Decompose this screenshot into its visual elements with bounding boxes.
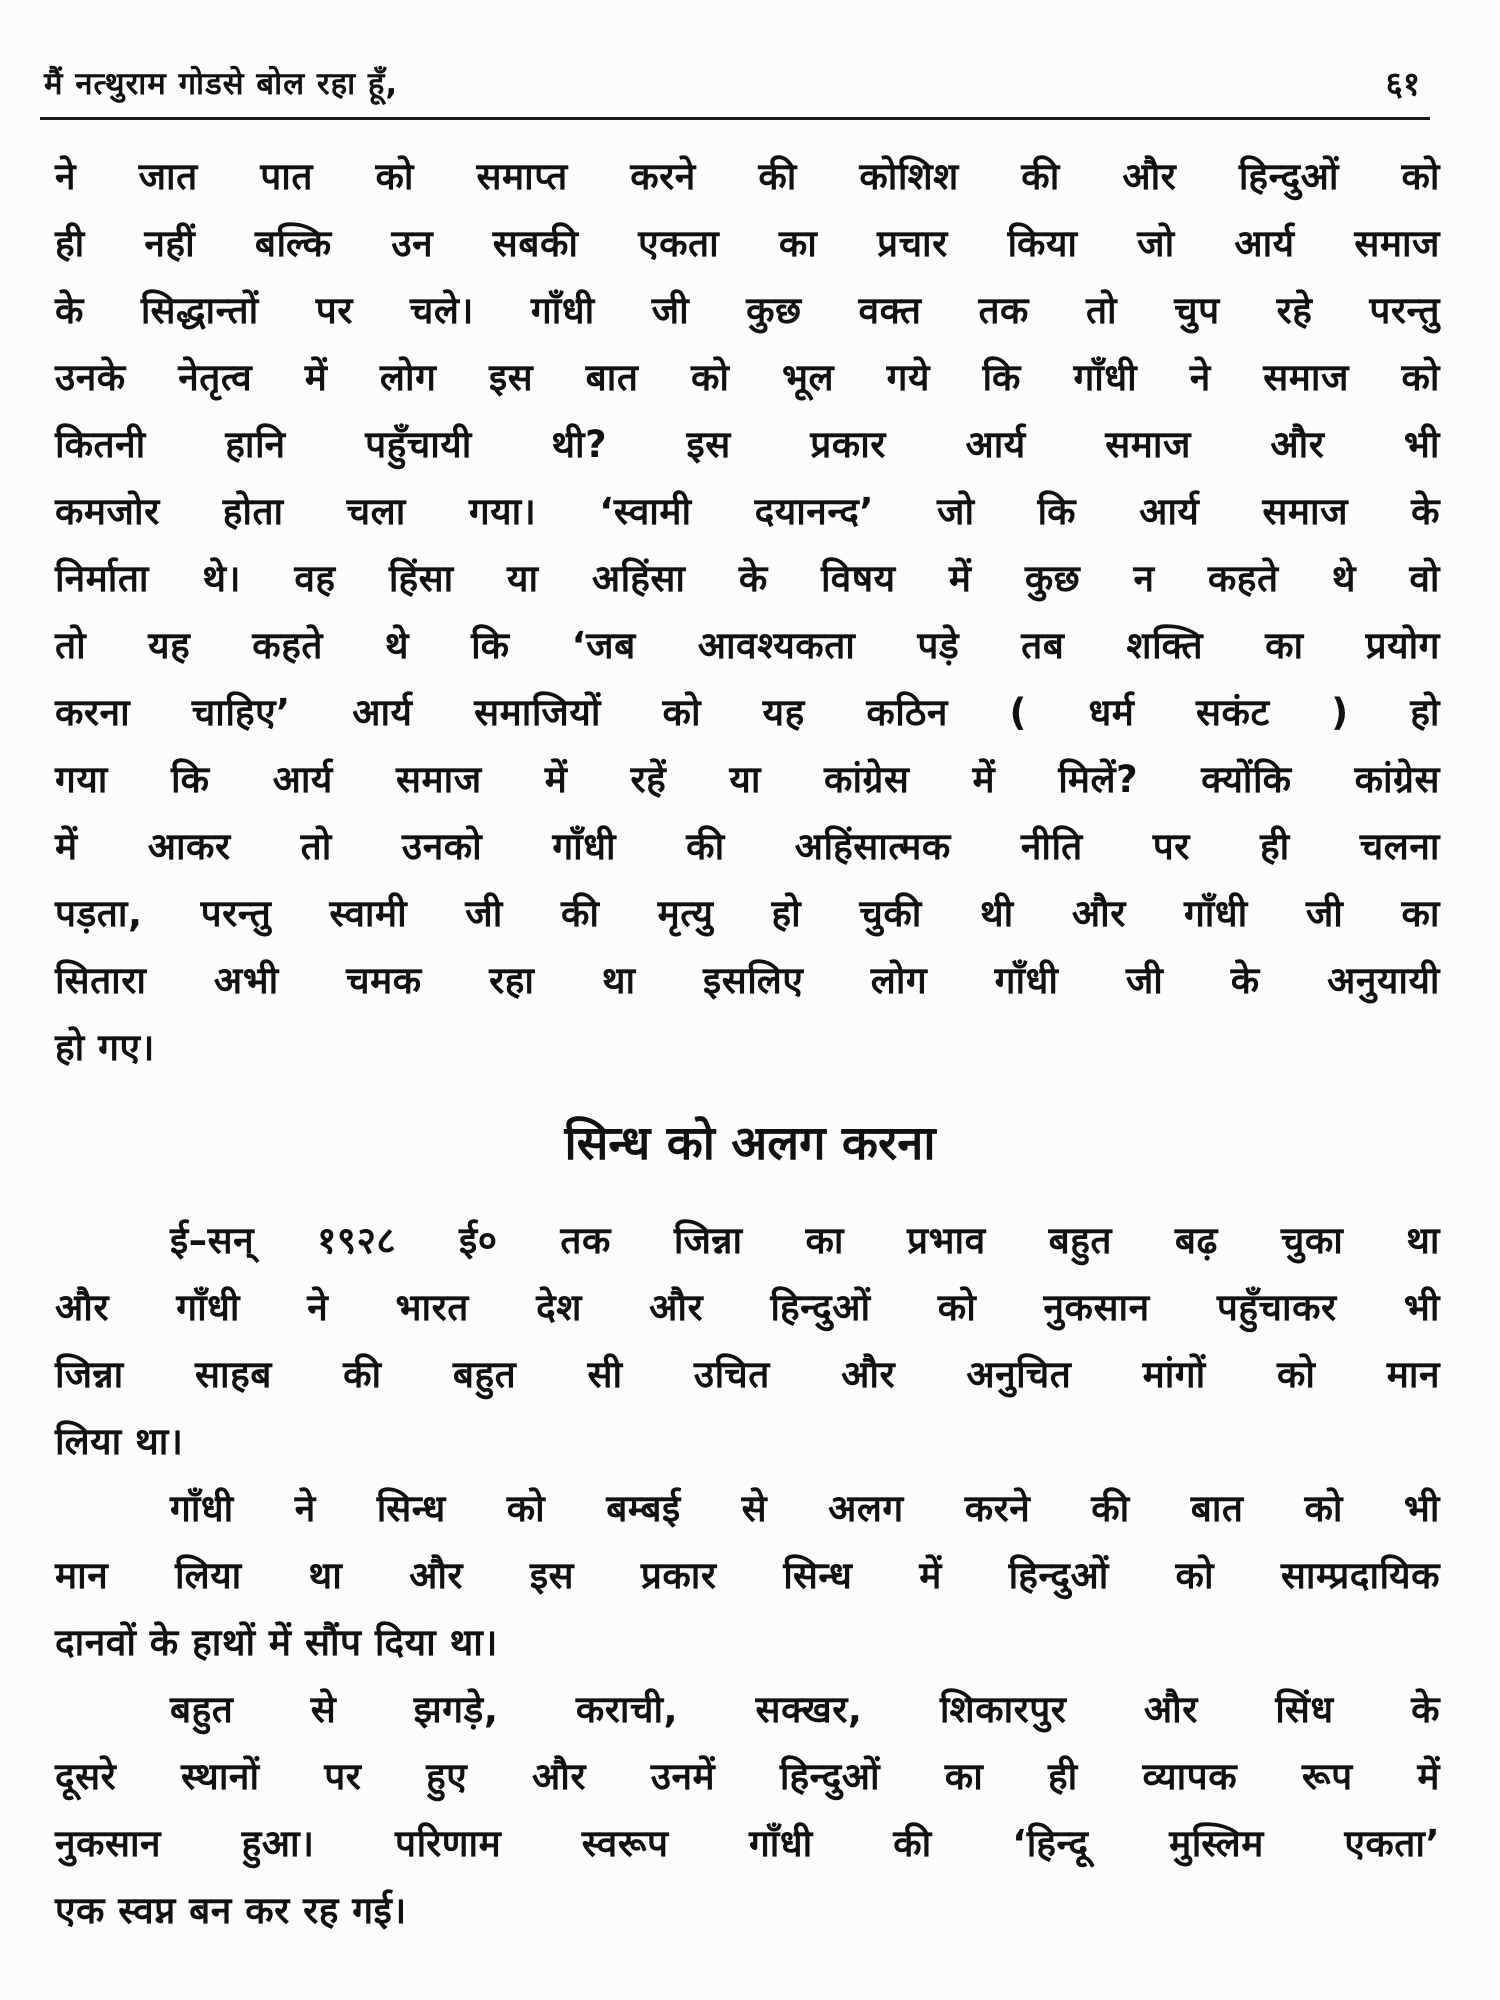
text-line: नुकसान हुआ। परिणाम स्वरूप गाँधी की ‘हिन्दू मुस्लिम एकता’ (55, 1822, 1440, 1865)
text-line: उनके नेतृत्व में लोग इस बात को भूल गये कि गाँधी ने समाज को (55, 356, 1440, 399)
text-line: करना चाहिए’ आर्य समाजियों को यह कठिन ( धर्म सकंट ) हो (55, 691, 1440, 734)
text-line: और गाँधी ने भारत देश और हिन्दुओं को नुकसान पहुँचाकर भी (55, 1286, 1440, 1329)
text-line: जिन्ना साहब की बहुत सी उचित और अनुचित मांगों को मान (55, 1353, 1440, 1396)
text-line: दूसरे स्थानों पर हुए और उनमें हिन्दुओं का ही व्यापक रूप में (55, 1755, 1440, 1798)
page-number: ६१ (1385, 64, 1420, 103)
text-line: पड़ता, परन्तु स्वामी जी की मृत्यु हो चुकी थी और गाँधी जी का (55, 892, 1440, 935)
text-line: कमजोर होता चला गया। ‘स्वामी दयानन्द’ जो कि आर्य समाज के (55, 490, 1440, 533)
text-line: कितनी हानि पहुँचायी थी? इस प्रकार आर्य समाज और भी (55, 423, 1440, 466)
text-line: ने जात पात को समाप्त करने की कोशिश की और हिन्दुओं को (55, 155, 1440, 198)
text-line: दानवों के हाथों में सौंप दिया था। (55, 1621, 498, 1664)
text-line: बहुत से झगड़े, कराची, सक्खर, शिकारपुर और सिंध के (170, 1688, 1440, 1731)
text-line: ई–सन् १९२८ ई० तक जिन्ना का प्रभाव बहुत बढ़ चुका था (170, 1219, 1440, 1262)
text-line: गाँधी ने सिन्ध को बम्बई से अलग करने की बात को भी (170, 1487, 1440, 1530)
running-header (40, 60, 1430, 120)
text-line: एक स्वप्न बन कर रह गई। (55, 1889, 407, 1932)
text-line: लिया था। (55, 1420, 184, 1463)
text-line: हो गए। (55, 1026, 155, 1069)
text-line: तो यह कहते थे कि ‘जब आवश्यकता पड़े तब शक्ति का प्रयोग (55, 624, 1440, 667)
text-line: निर्माता थे। वह हिंसा या अहिंसा के विषय में कुछ न कहते थे वो (55, 557, 1440, 600)
text-line: मान लिया था और इस प्रकार सिन्ध में हिन्दुओं को साम्प्रदायिक (55, 1554, 1440, 1597)
section-heading: सिन्ध को अलग करना (564, 1116, 936, 1171)
text-line: में आकर तो उनको गाँधी की अहिंसात्मक नीति पर ही चलना (55, 825, 1440, 868)
text-line: गया कि आर्य समाज में रहें या कांग्रेस में मिलें? क्योंकि कांग्रेस (55, 758, 1440, 801)
text-line: ही नहीं बल्कि उन सबकी एकता का प्रचार किया जो आर्य समाज (55, 222, 1440, 265)
text-line: सितारा अभी चमक रहा था इसलिए लोग गाँधी जी के अनुयायी (55, 959, 1440, 1002)
book-title: मैं नत्थुराम गोडसे बोल रहा हूँ, (44, 66, 399, 102)
text-line: के सिद्धान्तों पर चले। गाँधी जी कुछ वक्त तक तो चुप रहे परन्तु (55, 289, 1440, 332)
